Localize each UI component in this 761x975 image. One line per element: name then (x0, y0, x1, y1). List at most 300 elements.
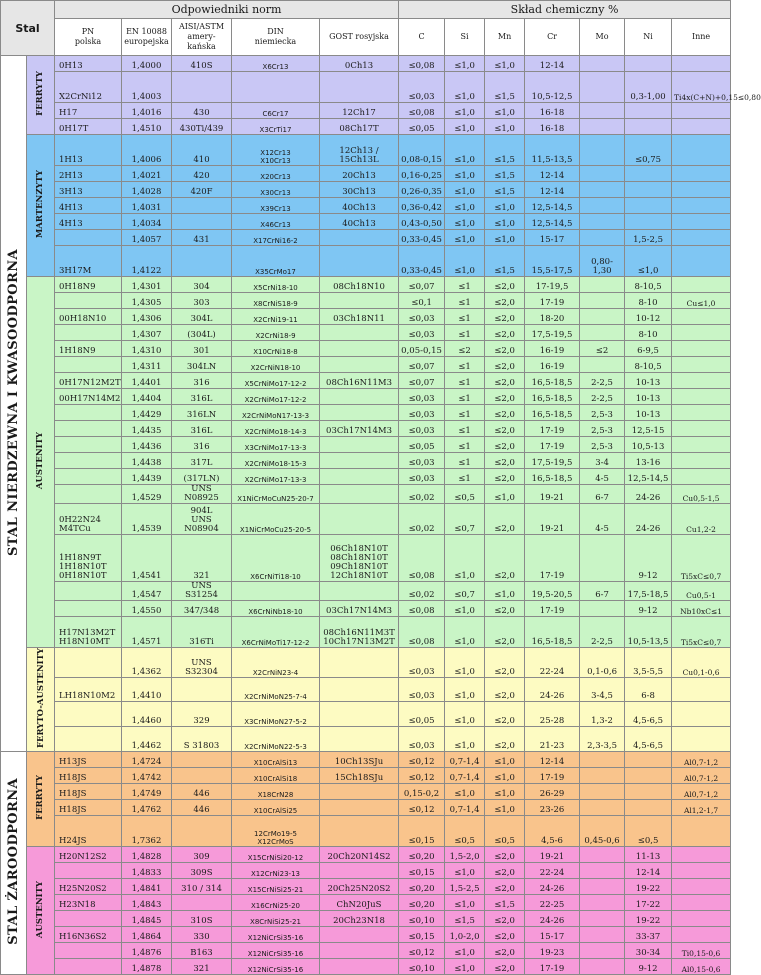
cell-aisi (172, 768, 232, 784)
cell-c: ≤0,15 (399, 927, 445, 943)
table-row (1, 405, 731, 421)
cell-inne (672, 277, 731, 293)
table-row (1, 357, 731, 373)
cell-pn (55, 357, 122, 373)
cell-inne: Al0,7-1,2 (672, 784, 731, 800)
cell-pn: H18JS (55, 784, 122, 800)
cell-mn: ≤1,0 (485, 103, 525, 119)
cell-din: X10CrAlSi18 (232, 768, 320, 784)
cell-si: ≤1 (445, 357, 485, 373)
cell-si: ≤1,0 (445, 648, 485, 678)
cell-aisi: 904L UNS N08904 (172, 504, 232, 535)
cell-cr: 12-14 (525, 182, 580, 198)
cell-en: 1,4550 (122, 601, 172, 617)
cell-si: 0,7-1,4 (445, 800, 485, 816)
cell-pn (55, 437, 122, 453)
cell-en: 1,4439 (122, 469, 172, 485)
cell-aisi (172, 72, 232, 103)
table-row (1, 485, 731, 504)
cell-mn: ≤2,0 (485, 405, 525, 421)
cell-aisi: 310S (172, 911, 232, 927)
cell-mn: ≤1,0 (485, 752, 525, 768)
cell-pn (55, 911, 122, 927)
group-label-g5 (27, 752, 55, 847)
header-chemical-composition: Skład chemiczny % (399, 1, 731, 19)
cell-gost: 10Ch13SJu (320, 752, 399, 768)
cell-mo: 2,3-3,5 (580, 727, 625, 752)
cell-cr: 16-18 (525, 119, 580, 135)
cell-c: 0,43-0,50 (399, 214, 445, 230)
cell-aisi: 430 (172, 103, 232, 119)
cell-inne (672, 453, 731, 469)
cell-gost: 03Ch18N11 (320, 309, 399, 325)
cell-inne (672, 702, 731, 727)
cell-mo (580, 601, 625, 617)
table-row (1, 341, 731, 357)
cell-inne: Ti5xC≤0,7 (672, 535, 731, 582)
cell-din: X2CrNiMoN17-13-3 (232, 405, 320, 421)
cell-mn: ≤2,0 (485, 702, 525, 727)
table-row (1, 72, 731, 103)
cell-pn: 3H13 (55, 182, 122, 198)
cell-c: ≤0,03 (399, 309, 445, 325)
table-row (1, 863, 731, 879)
cell-gost: 12Ch17 (320, 103, 399, 119)
cell-mo (580, 198, 625, 214)
cell-en: 1,4301 (122, 277, 172, 293)
cell-mo: 2,5-3 (580, 421, 625, 437)
cell-aisi: 410 (172, 135, 232, 166)
table-row (1, 389, 731, 405)
cell-mo (580, 293, 625, 309)
cell-c: ≤0,03 (399, 648, 445, 678)
cell-cr: 4,5-6 (525, 816, 580, 847)
cell-si: ≤1,0 (445, 103, 485, 119)
cell-cr: 16-19 (525, 357, 580, 373)
cell-ni: 19-22 (625, 879, 672, 895)
cell-mo (580, 895, 625, 911)
table-row (1, 246, 731, 277)
cell-cr: 16,5-18,5 (525, 405, 580, 421)
cell-ni: 9-12 (625, 601, 672, 617)
cell-en: 1,4410 (122, 677, 172, 702)
cell-cr: 24-26 (525, 911, 580, 927)
cell-c: ≤0,02 (399, 582, 445, 601)
cell-inne (672, 879, 731, 895)
cell-si: ≤1,0 (445, 198, 485, 214)
cell-aisi: 316L (172, 389, 232, 405)
category-label-text: STAL ŻAROODPORNA (6, 778, 21, 945)
cell-pn: H20N12S2 (55, 847, 122, 863)
cell-din: X39Cr13 (232, 198, 320, 214)
cell-en: 1,4404 (122, 389, 172, 405)
cell-c: ≤0,12 (399, 800, 445, 816)
cell-pn: H25N20S2 (55, 879, 122, 895)
cell-c: 0,33-0,45 (399, 246, 445, 277)
cell-mn: ≤2,0 (485, 927, 525, 943)
cell-si: ≤1,0 (445, 959, 485, 975)
cell-c: ≤0,1 (399, 293, 445, 309)
cell-aisi: 321 (172, 959, 232, 975)
cell-en: 1,4016 (122, 103, 172, 119)
cell-aisi: 431 (172, 230, 232, 246)
cell-mo: 3-4,5 (580, 677, 625, 702)
table-row (1, 943, 731, 959)
cell-gost: 20Ch20N14S2 (320, 847, 399, 863)
group-label-g3 (27, 277, 55, 648)
cell-pn (55, 405, 122, 421)
cell-c: ≤0,08 (399, 601, 445, 617)
cell-pn: 2H13 (55, 166, 122, 182)
cell-pn (55, 959, 122, 975)
cell-cr: 17-19,5 (525, 277, 580, 293)
cell-c: ≤0,05 (399, 702, 445, 727)
cell-pn (55, 485, 122, 504)
cell-aisi: UNS S31254 (172, 582, 232, 601)
cell-inne: Al1,2-1,7 (672, 800, 731, 816)
cell-en: 1,4000 (122, 56, 172, 72)
cell-mo (580, 357, 625, 373)
cell-si: ≤0,5 (445, 816, 485, 847)
table-row (1, 277, 731, 293)
cell-si: ≤1 (445, 421, 485, 437)
cell-ni: 13-16 (625, 453, 672, 469)
cell-inne (672, 341, 731, 357)
cell-inne (672, 246, 731, 277)
cell-mn: ≤1,5 (485, 246, 525, 277)
cell-si: 1,5-2,5 (445, 879, 485, 895)
cell-gost (320, 405, 399, 421)
cell-mn: ≤2,0 (485, 677, 525, 702)
cell-mo (580, 959, 625, 975)
cell-ni: 8-10 (625, 293, 672, 309)
cell-ni (625, 103, 672, 119)
category-label-zaroodporna (1, 752, 27, 975)
cell-cr: 26-29 (525, 784, 580, 800)
cell-en: 1,4429 (122, 405, 172, 421)
header-din: DIN niemiecka (232, 19, 320, 56)
cell-mo: 0,1-0,6 (580, 648, 625, 678)
cell-mn: ≤1,5 (485, 182, 525, 198)
cell-en: 1,4438 (122, 453, 172, 469)
cell-cr: 16,5-18,5 (525, 617, 580, 648)
cell-si: ≤1 (445, 309, 485, 325)
cell-ni: 10-12 (625, 309, 672, 325)
cell-ni: 10-13 (625, 389, 672, 405)
cell-mn: ≤2,0 (485, 469, 525, 485)
cell-din: X18CrN28 (232, 784, 320, 800)
cell-mn: ≤1,5 (485, 895, 525, 911)
table-row (1, 293, 731, 309)
cell-din: X2CrNiMo18-15-3 (232, 453, 320, 469)
cell-inne (672, 895, 731, 911)
cell-si: 1,5-2,0 (445, 847, 485, 863)
cell-mo (580, 277, 625, 293)
cell-mo (580, 927, 625, 943)
cell-c: ≤0,08 (399, 103, 445, 119)
cell-gost: 40Ch13 (320, 214, 399, 230)
table-row (1, 752, 731, 768)
cell-mo (580, 72, 625, 103)
cell-mn: ≤1,0 (485, 119, 525, 135)
cell-ni: 17-22 (625, 895, 672, 911)
header-en: EN 10088 europejska (122, 19, 172, 56)
cell-mn: ≤2,0 (485, 309, 525, 325)
cell-si: ≤1 (445, 373, 485, 389)
cell-c: ≤0,03 (399, 469, 445, 485)
cell-si: ≤1 (445, 293, 485, 309)
cell-cr: 16-19 (525, 341, 580, 357)
cell-mn: ≤2,0 (485, 453, 525, 469)
cell-inne (672, 182, 731, 198)
cell-mn: ≤1,0 (485, 784, 525, 800)
cell-en: 1,4749 (122, 784, 172, 800)
header-mn: Mn (485, 19, 525, 56)
table-row (1, 103, 731, 119)
cell-ni: 4,5-6,5 (625, 702, 672, 727)
cell-inne (672, 911, 731, 927)
cell-si: ≤1,0 (445, 617, 485, 648)
cell-ni: 12,5-15 (625, 421, 672, 437)
cell-mn: ≤2,0 (485, 357, 525, 373)
cell-cr: 24-26 (525, 677, 580, 702)
cell-inne (672, 230, 731, 246)
cell-gost (320, 727, 399, 752)
cell-aisi: 309S (172, 863, 232, 879)
cell-c: ≤0,08 (399, 56, 445, 72)
cell-en: 1,4034 (122, 214, 172, 230)
cell-mn: ≤2,0 (485, 959, 525, 975)
table-row (1, 453, 731, 469)
cell-gost (320, 469, 399, 485)
cell-cr: 17-19 (525, 293, 580, 309)
cell-cr: 12,5-14,5 (525, 198, 580, 214)
cell-din: X6CrNiNb18-10 (232, 601, 320, 617)
cell-en: 1,4529 (122, 485, 172, 504)
table-row (1, 469, 731, 485)
cell-mo: 2-2,5 (580, 373, 625, 389)
cell-ni: 3,5-5,5 (625, 648, 672, 678)
cell-cr: 16,5-18,5 (525, 389, 580, 405)
cell-mn: ≤2,0 (485, 421, 525, 437)
cell-si: ≤1,0 (445, 135, 485, 166)
cell-gost: 03Ch17N14M3 (320, 421, 399, 437)
cell-inne (672, 421, 731, 437)
cell-pn (55, 943, 122, 959)
cell-mo (580, 847, 625, 863)
cell-aisi: 310 / 314 (172, 879, 232, 895)
cell-en: 1,4306 (122, 309, 172, 325)
cell-cr: 17,5-19,5 (525, 453, 580, 469)
cell-pn: H13JS (55, 752, 122, 768)
cell-c: 0,05-0,15 (399, 341, 445, 357)
cell-en: 1,4864 (122, 927, 172, 943)
cell-pn: 00H17N14M2 (55, 389, 122, 405)
cell-en: 1,4021 (122, 166, 172, 182)
cell-si: ≤0,5 (445, 485, 485, 504)
cell-gost (320, 437, 399, 453)
table-row (1, 727, 731, 752)
cell-gost (320, 816, 399, 847)
cell-inne (672, 103, 731, 119)
cell-aisi (172, 246, 232, 277)
cell-pn (55, 727, 122, 752)
cell-inne: Ti0,15-0,6 (672, 943, 731, 959)
cell-gost: 20Ch23N18 (320, 911, 399, 927)
table-row (1, 800, 731, 816)
cell-c: ≤0,05 (399, 119, 445, 135)
cell-en: 1,4436 (122, 437, 172, 453)
cell-ni: 8-10,5 (625, 357, 672, 373)
cell-gost (320, 582, 399, 601)
cell-en: 1,4462 (122, 727, 172, 752)
cell-si: ≤1,5 (445, 911, 485, 927)
cell-gost (320, 863, 399, 879)
cell-din: X2CrNiMo17-12-2 (232, 389, 320, 405)
cell-cr: 15-17 (525, 230, 580, 246)
cell-din: X30Cr13 (232, 182, 320, 198)
cell-cr: 17-19 (525, 437, 580, 453)
cell-aisi: 329 (172, 702, 232, 727)
cell-c: ≤0,20 (399, 895, 445, 911)
cell-mn: ≤2,0 (485, 437, 525, 453)
cell-gost (320, 453, 399, 469)
table-row (1, 582, 731, 601)
cell-mo: 6-7 (580, 485, 625, 504)
cell-inne (672, 135, 731, 166)
cell-ni (625, 214, 672, 230)
cell-en: 1,7362 (122, 816, 172, 847)
cell-mn: ≤1,0 (485, 800, 525, 816)
cell-mo (580, 182, 625, 198)
cell-si: ≤1 (445, 325, 485, 341)
cell-mn: ≤1,0 (485, 56, 525, 72)
table-row (1, 309, 731, 325)
cell-c: ≤0,12 (399, 768, 445, 784)
cell-pn: 1H18N9T 1H18N10T 0H18N10T (55, 535, 122, 582)
cell-ni: 4,5-6,5 (625, 727, 672, 752)
cell-gost (320, 943, 399, 959)
cell-mo (580, 768, 625, 784)
cell-mo: 4-5 (580, 469, 625, 485)
cell-en: 1,4843 (122, 895, 172, 911)
group-label-text: MARTENZYTY (35, 169, 45, 239)
cell-aisi (172, 752, 232, 768)
cell-mo (580, 879, 625, 895)
cell-cr: 16,5-18,5 (525, 469, 580, 485)
group-label-g1 (27, 56, 55, 135)
cell-din: X6Cr13 (232, 56, 320, 72)
cell-si: ≤1 (445, 469, 485, 485)
cell-c: ≤0,20 (399, 847, 445, 863)
cell-ni (625, 800, 672, 816)
cell-aisi: 330 (172, 927, 232, 943)
cell-inne (672, 166, 731, 182)
cell-cr: 12-14 (525, 752, 580, 768)
cell-inne (672, 437, 731, 453)
cell-din: X10CrAlSi13 (232, 752, 320, 768)
cell-inne (672, 927, 731, 943)
table-row (1, 911, 731, 927)
cell-inne: Al0,15-0,6 (672, 959, 731, 975)
cell-ni: 12,5-14,5 (625, 469, 672, 485)
cell-si: 1,0-2,0 (445, 927, 485, 943)
cell-mn: ≤1,0 (485, 485, 525, 504)
cell-mo (580, 166, 625, 182)
cell-en: 1,4841 (122, 879, 172, 895)
cell-en: 1,4362 (122, 648, 172, 678)
cell-c: 0,15-0,2 (399, 784, 445, 800)
cell-mo (580, 56, 625, 72)
header-mo: Mo (580, 19, 625, 56)
cell-en: 1,4547 (122, 582, 172, 601)
cell-ni: 10-13 (625, 373, 672, 389)
cell-pn: 4H13 (55, 198, 122, 214)
cell-aisi: B163 (172, 943, 232, 959)
cell-ni: 24-26 (625, 504, 672, 535)
table-row (1, 535, 731, 582)
cell-inne (672, 469, 731, 485)
cell-ni: 12-14 (625, 863, 672, 879)
table-row (1, 119, 731, 135)
cell-mo (580, 135, 625, 166)
cell-gost: 12Ch13 / 15Ch13L (320, 135, 399, 166)
header-gost: GOST rosyjska (320, 19, 399, 56)
cell-mn: ≤1,5 (485, 135, 525, 166)
cell-inne: Al0,7-1,2 (672, 752, 731, 768)
table-row (1, 421, 731, 437)
cell-c: ≤0,03 (399, 325, 445, 341)
cell-mo: 6-7 (580, 582, 625, 601)
cell-aisi: 420F (172, 182, 232, 198)
cell-cr: 15-17 (525, 927, 580, 943)
cell-pn: 0H13 (55, 56, 122, 72)
table-row (1, 879, 731, 895)
cell-ni: 19-22 (625, 911, 672, 927)
cell-mn: ≤2,0 (485, 648, 525, 678)
cell-pn (55, 421, 122, 437)
cell-pn: 0H17N12M2T (55, 373, 122, 389)
table-row (1, 135, 731, 166)
cell-cr: 18-20 (525, 309, 580, 325)
cell-mo (580, 119, 625, 135)
cell-gost (320, 504, 399, 535)
cell-gost: ChN20JuS (320, 895, 399, 911)
cell-ni: 33-37 (625, 927, 672, 943)
cell-inne: Ti5xC≤0,7 (672, 617, 731, 648)
cell-si: ≤0,7 (445, 582, 485, 601)
cell-gost: 08Ch16N11M3 (320, 373, 399, 389)
cell-gost: 06Ch18N10T 08Ch18N10T 09Ch18N10T 12Ch18N10T (320, 535, 399, 582)
cell-en: 1,4028 (122, 182, 172, 198)
cell-din: X5CrNiMo17-12-2 (232, 373, 320, 389)
header-cr: Cr (525, 19, 580, 56)
cell-cr: 17-19 (525, 535, 580, 582)
cell-pn: H18JS (55, 800, 122, 816)
cell-din: X3CrNiMo17-13-3 (232, 437, 320, 453)
table-row (1, 617, 731, 648)
cell-din: X2CrNiN18-10 (232, 357, 320, 373)
cell-din: X2CrNiMoN22-5-3 (232, 727, 320, 752)
cell-pn (55, 293, 122, 309)
cell-mn: ≤2,0 (485, 601, 525, 617)
table-row (1, 56, 731, 72)
cell-mo (580, 230, 625, 246)
cell-aisi: 316L (172, 421, 232, 437)
table-row (1, 325, 731, 341)
cell-inne: Cu0,5-1,5 (672, 485, 731, 504)
cell-din: X10CrAlSi25 (232, 800, 320, 816)
